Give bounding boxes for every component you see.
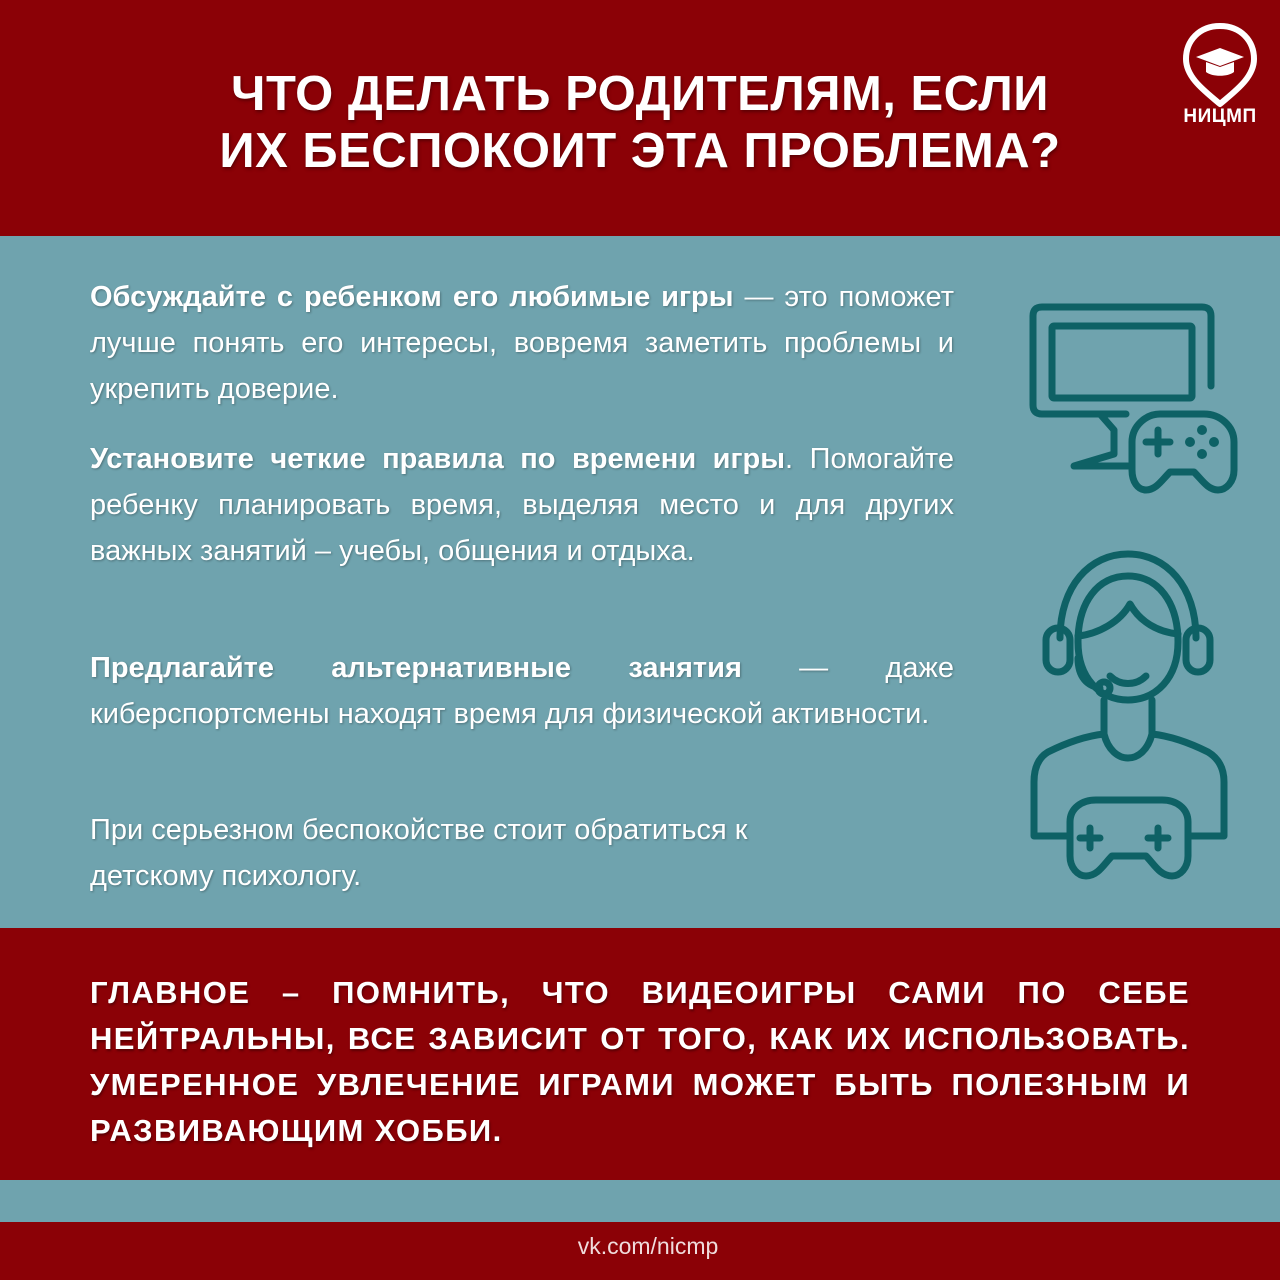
- title-line-1: ЧТО ДЕЛАТЬ РОДИТЕЛЯМ, ЕСЛИ: [231, 67, 1049, 121]
- tip-3-bold: Предлагайте альтернативные занятия: [90, 652, 742, 684]
- title-line-2: ИХ БЕСПОКОИТ ЭТА ПРОБЛЕМА?: [219, 124, 1061, 178]
- conclusion-text: ГЛАВНОЕ – ПОМНИТЬ, ЧТО ВИДЕОИГРЫ САМИ ПО СЕБЕ НЕЙТРАЛЬНЫ, ВСЕ ЗАВИСИТ ОТ ТОГО, КАК ИХ ИСПОЛЬЗОВАТЬ. УМЕРЕННОЕ УВЛЕЧЕНИЕ ИГРАМИ МОЖЕТ БЫТЬ ПОЛЕЗНЫМ И РАЗВИВАЮЩИМ ХОББИ.: [90, 975, 1190, 1148]
- tip-3-text: — даже киберспортсмены находят время для физической активности.: [90, 652, 954, 730]
- page-title: [140, 66, 1140, 180]
- tip-2-bold: Установите четкие правила по времени игры: [90, 443, 786, 475]
- logo-text: НИЦМП: [1183, 106, 1257, 127]
- gamer-headset-icon: [1026, 546, 1232, 886]
- tip-3: [90, 645, 954, 737]
- psychologist-note: При серьезном беспокойстве стоит обратиться к детскому психологу.: [90, 814, 748, 892]
- tip-1: [90, 274, 954, 412]
- monitor-gamepad-icon: [1028, 302, 1244, 498]
- tip-1-text: — это поможет лучше понять его интересы, вовремя заметить проблемы и укрепить доверие.: [90, 281, 955, 405]
- graduation-cap-location-pin-icon: [1168, 20, 1272, 108]
- divider-strip: [0, 1180, 1280, 1222]
- tip-2-text: . Помогайте ребенку планировать время, выделяя место и для других важных занятий – учебы, общения и отдыха.: [90, 443, 954, 567]
- tip-2: [90, 436, 954, 574]
- footer-link[interactable]: vk.com/nicmp: [577, 1233, 719, 1259]
- tip-1-bold: Обсуждайте с ребенком его любимые игры: [90, 281, 734, 313]
- logo: [1168, 20, 1272, 130]
